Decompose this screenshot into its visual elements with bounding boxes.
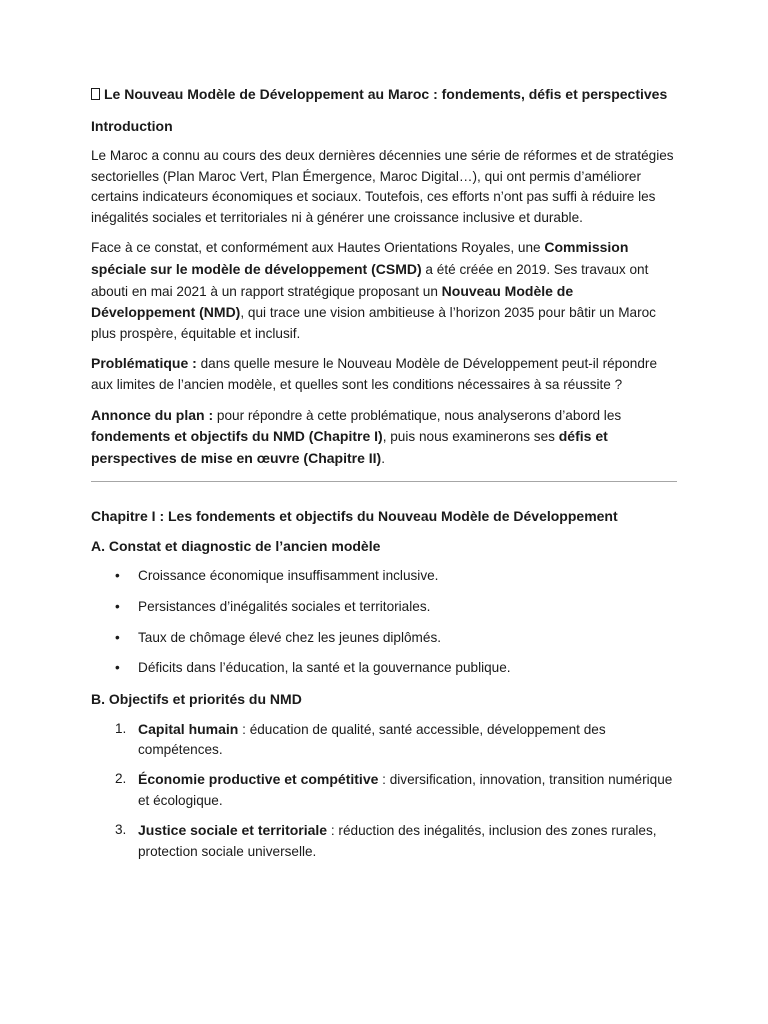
item-bold: Justice sociale et territoriale (138, 821, 328, 838)
problematique-label: Problématique : (91, 355, 197, 372)
plan-label: Annonce du plan : (91, 406, 214, 423)
item-number: 2. (115, 771, 127, 787)
bullet-icon: • (115, 660, 120, 676)
list-item (91, 597, 677, 618)
intro-heading: Introduction (91, 118, 173, 134)
document-title (91, 84, 677, 104)
p2-bold-csmd: Commission spéciale sur le modèle de développement (CSMD) (91, 239, 629, 277)
problematique-text: dans quelle mesure le Nouveau Modèle de Développement peut-il répondre aux limites de l’ancien modèle, et quelles sont les conditions nécessaires à sa réussite ? (91, 356, 658, 392)
list-item (91, 719, 677, 762)
item-text: : réduction des inégalités, inclusion des zones rurales, protection sociale universelle. (138, 822, 657, 859)
item-number: 1. (115, 720, 127, 736)
bullet-icon: • (115, 598, 120, 614)
item-text: : diversification, innovation, transition numérique et écologique. (138, 772, 673, 809)
chapter1-heading: Chapitre I : Les fondements et objectifs du Nouveau Modèle de Développement (91, 508, 618, 525)
list-item-text: Croissance économique insuffisamment inclusive. (138, 568, 439, 584)
missing-glyph-icon (91, 88, 100, 100)
sectionB-heading: B. Objectifs et priorités du NMD (91, 690, 302, 707)
plan-text-3: . (381, 450, 385, 466)
plan-bold-chapter1: fondements et objectifs du NMD (Chapitre I) (91, 428, 383, 445)
item-bold: Capital humain (138, 720, 239, 737)
p2-text-2: a été créée en 2019. Ses travaux ont abouti en mai 2021 à un rapport stratégique proposant un (91, 261, 649, 299)
problematique-paragraph (91, 353, 677, 395)
list-item-text: Taux de chômage élevé chez les jeunes diplômés. (138, 629, 442, 645)
item-bold: Économie productive et compétitive (138, 771, 379, 788)
plan-bold-chapter2: défis et perspectives de mise en œuvre (Chapitre II) (91, 428, 608, 466)
p2-text-1: Face à ce constat, et conformément aux Hautes Orientations Royales, une (91, 240, 545, 256)
diagnostic-list (91, 566, 677, 678)
list-item (91, 658, 677, 679)
item-text: : éducation de qualité, santé accessible, développement des compétences. (138, 721, 606, 758)
item-number: 3. (115, 821, 127, 837)
bullet-icon: • (115, 568, 120, 584)
list-item (91, 820, 677, 863)
intro-paragraph-2 (91, 237, 677, 344)
p2-bold-nmd: Nouveau Modèle de Développement (NMD) (91, 282, 574, 321)
list-item (91, 628, 677, 649)
plan-text-2: , puis nous examinerons ses (382, 429, 559, 445)
p2-text-3: , qui trace une vision ambitieuse à l’horizon 2035 pour bâtir un Maroc plus prospère, équitable et inclusif. (91, 305, 656, 341)
list-item-text: Persistances d’inégalités sociales et territoriales. (138, 598, 431, 614)
document-title-text: Le Nouveau Modèle de Développement au Maroc : fondements, défis et perspectives (104, 86, 668, 102)
list-item (91, 769, 677, 812)
horizontal-rule (91, 481, 677, 482)
plan-text-1: pour répondre à cette problématique, nous analyserons d’abord les (213, 407, 622, 423)
plan-paragraph (91, 405, 677, 470)
list-item-text: Déficits dans l’éducation, la santé et la gouvernance publique. (138, 660, 511, 676)
bullet-icon: • (115, 629, 120, 645)
list-item (91, 566, 677, 587)
intro-paragraph-1: Le Maroc a connu au cours des deux dernières décennies une série de réformes et de stratégies sectorielles (Plan Maroc Vert, Plan Émergence, Maroc Digital…), qui ont permis d’améliorer certains indicateurs économiques et sociaux. Toutefois, ces efforts n’ont pas suffi à réduire les inégalités sociales et territoriales ni à générer une croissance inclusive et durable. (91, 148, 674, 225)
objectives-list (91, 719, 677, 863)
document-body (91, 84, 677, 870)
sectionA-heading: A. Constat et diagnostic de l’ancien modèle (91, 538, 381, 555)
